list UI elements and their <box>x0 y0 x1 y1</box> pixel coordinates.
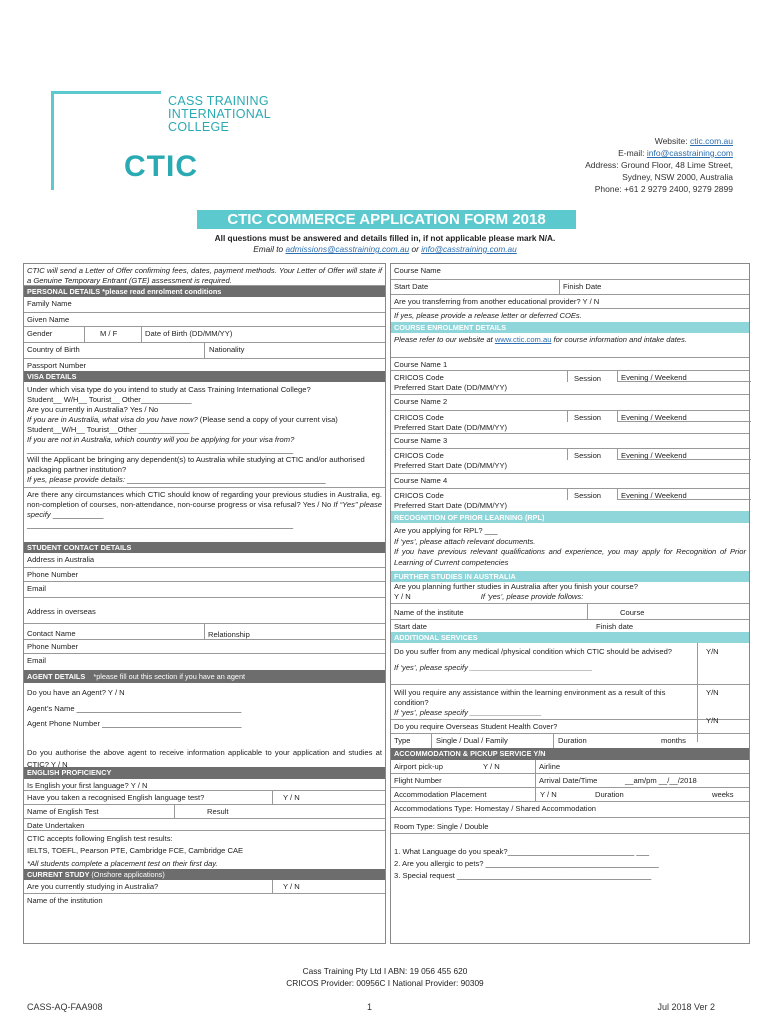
course-enrolment-header: COURSE ENROLMENT DETAILS <box>391 322 749 333</box>
footer-cricos: CRICOS Provider: 00956C I National Provider: 90309 <box>286 978 484 988</box>
email-link[interactable]: info@casstraining.com <box>646 148 733 158</box>
placement-yn[interactable]: Y / N <box>535 788 591 801</box>
course-name-field[interactable]: Course Name <box>391 264 749 280</box>
circumstances-block: Are there any circumstances which CTIC should know of regarding your previous studies in Australia, eg. non-completion of courses, non-attendance, non-course progress or visa refusal? Yes / No If “Yes” please specify ____________ _______________________________________________________________ <box>27 490 382 530</box>
address-au-field[interactable]: Address in Australia <box>24 553 385 568</box>
course-4 <box>391 473 749 511</box>
questions: 1. What Language do you speak?______________________________ ___ 2. Are you allergic to pets? _________________________________________ 3. Special request ______________________________________________ <box>394 846 659 880</box>
website-link[interactable]: ctic.com.au <box>690 136 733 146</box>
further-dates-row: Start date Finish date <box>394 622 634 632</box>
current-study-row: Are you currently studying in Australia? Y / N <box>24 880 385 894</box>
college-name: CASS TRAINING INTERNATIONAL COLLEGE <box>168 94 271 134</box>
page-number: 1 <box>367 1002 373 1012</box>
finish-date-field[interactable]: Finish Date <box>559 280 751 294</box>
assist-block: Will you require any assistance within the learning environment as a result of this condition? If ‘yes’, please specify _________________ Y/N <box>391 685 749 720</box>
course-4-details: CRICOS Code Preferred Start Date (DD/MM/YY) Session Evening / Weekend <box>391 489 749 511</box>
address-os-field[interactable]: Address in overseas <box>24 598 385 624</box>
medical-block: Do you suffer from any medical /physical condition which CTIC should be advised? If ‘yes’, please specify _____________________________ Y/N <box>391 643 749 685</box>
agent-auth: Do you authorise the above agent to receive information applicable to your application and studies at CTIC? Y / N <box>27 748 382 770</box>
english-test-yn[interactable]: Y / N <box>272 791 386 804</box>
form-subtitle: All questions must be answered and details filled in, if not applicable please mark N/A. <box>214 233 556 243</box>
gender-row: Gender M / F Date of Birth (DD/MM/YY) <box>24 327 385 343</box>
footer-code: CASS-AQ-FAA908 <box>27 1002 103 1012</box>
english-header: ENGLISH PROFICIENCY <box>24 767 385 778</box>
current-study-yn[interactable]: Y / N <box>272 880 386 893</box>
gender-field[interactable]: M / F <box>84 327 141 342</box>
visa-header: VISA DETAILS <box>24 371 385 382</box>
left-column <box>23 263 386 944</box>
airport-yn[interactable]: Y / N <box>483 761 500 771</box>
contact-row: Contact Name Relationship <box>24 624 385 640</box>
arrival-field[interactable]: __am/pm __/__/2018 <box>625 775 697 785</box>
date-taken-field[interactable]: Date Undertaken <box>24 819 385 831</box>
course-name-3[interactable]: Course Name 3 <box>391 434 749 449</box>
contact-block: Website: ctic.com.au E-mail: info@casstraining.com Address: Ground Floor, 48 Lime Street, Sydney, NSW 2000, Australia Phone: +61 2 9279 2400, 9279 2899 <box>585 136 733 194</box>
email-line: Email to admissions@casstraining.com.au or info@casstraining.com.au <box>253 244 517 254</box>
current-study-header: CURRENT STUDY (Onshore applications) <box>24 869 385 880</box>
agent-block: Do you have an Agent? Y / N Agent’s Name _______________________________________ Agent Phone Number _________________________________ <box>27 688 242 729</box>
family-name-field[interactable]: Family Name <box>24 297 385 313</box>
passport-field[interactable]: Passport Number <box>27 361 87 371</box>
oshc-yn[interactable]: Y/N <box>697 714 751 742</box>
contact-phone-field[interactable]: Phone Number <box>24 640 385 654</box>
english-test-row: Have you taken a recognised English language test? Y / N <box>24 791 385 805</box>
accommodation-header: ACCOMMODATION & PICKUP SERVICE Y/N <box>391 748 749 759</box>
oshc-row: Do you require Overseas Student Health Cover? Y/N <box>391 720 749 734</box>
phone-field[interactable]: Phone Number <box>24 568 385 582</box>
given-name-field[interactable]: Given Name <box>24 313 385 327</box>
accom-type: Accommodations Type: Homestay / Shared Accommodation <box>391 802 749 818</box>
email-field[interactable]: Email <box>24 582 385 598</box>
medical-yn[interactable]: Y/N <box>697 643 751 684</box>
further-block: Are you planning further studies in Australia after you finish your course? Y / N If ‘yes’, please provide follows: <box>391 582 749 604</box>
form-title: CTIC COMMERCE APPLICATION FORM 2018 <box>197 210 576 229</box>
nationality-field[interactable]: Nationality <box>204 343 386 358</box>
relationship-field[interactable]: Relationship <box>204 624 386 639</box>
room-type: Room Type: Single / Double <box>391 818 749 834</box>
airport-row: Airport pick-up Y / N Airline <box>391 760 749 774</box>
footer-version: Jul 2018 Ver 2 <box>657 1002 715 1012</box>
footer-abn: Cass Training Pty Ltd I ABN: 19 056 455 620 <box>302 966 468 976</box>
course-name-4[interactable]: Course Name 4 <box>391 474 749 489</box>
dates-row: Start Date Finish Date <box>391 280 749 295</box>
ctic-site-link[interactable]: www.ctic.com.au <box>494 335 552 345</box>
dob-field[interactable]: Date of Birth (DD/MM/YY) <box>141 327 386 342</box>
flight-row: Flight Number Arrival Date/Time __am/pm __/__/2018 <box>391 774 749 788</box>
country-row: Country of Birth Nationality <box>24 343 385 359</box>
rpl-header: RECOGNITION OF PRIOR LEARNING (RPL) <box>391 511 749 523</box>
agent-header: AGENT DETAILS *please fill out this section if you have an agent <box>24 670 385 683</box>
english-accepts: CTIC accepts following English test results: IELTS, TOEFL, Pearson PTE, Cambridge FCE, Cambridge CAE *All students complete a placement test on their first day. <box>27 833 244 868</box>
additional-services-header: ADDITIONAL SERVICES <box>391 632 749 643</box>
rpl-block: Are you applying for RPL? ___ If ‘yes’, please attach relevant documents. If you have previous relevant qualifications and experience, you may apply for Recognition of Prior Learning of Current competencies <box>394 526 746 567</box>
course-1 <box>391 358 749 394</box>
result-field[interactable]: Result <box>174 805 386 818</box>
course-name-1[interactable]: Course Name 1 <box>391 358 749 371</box>
offer-note: CTIC will send a Letter of Offer confirming fees, dates, payment methods. Your Letter of Offer will state if a Genuine Temporary Entrant (GTE) assessment is required. <box>24 264 385 286</box>
personal-details-header: PERSONAL DETAILS *please read enrolment conditions <box>24 286 385 297</box>
institute-row: Name of the institute Course <box>391 604 749 620</box>
placement-row: Accommodation Placement Y / N Duration weeks <box>391 788 749 802</box>
transfer-question: Are you transferring from another educational provider? Y / N <box>391 295 749 309</box>
admissions-email-link[interactable]: admissions@casstraining.com.au <box>285 244 410 254</box>
course-3-details: CRICOS Code Preferred Start Date (DD/MM/YY) Session Evening / Weekend <box>391 449 749 473</box>
contact-email-field[interactable]: Email <box>27 656 46 666</box>
visa-block: Under which visa type do you intend to study at Cass Training International College? Student__ W/H__ Tourist__ Other____________ Are you currently in Australia? Yes / No If you are in Australia, what visa do you have now? (Please send a copy of your current visa) Student__W/H__ Tourist__Other ____________ If you are not in Australia, which country will you be applying for your visa from? _______________________________________________________________ Will the Applicant be bringing any dependent(s) to Australia while studying at CTIC and/or authorised packaging partner institution? If yes, please provide details: _______________________________________________ <box>24 382 385 488</box>
right-column <box>390 263 750 944</box>
assist-yn[interactable]: Y/N <box>697 685 751 719</box>
english-test-name-row: Name of English Test Result <box>24 805 385 819</box>
enrol-note: Please refer to our website at www.ctic.com.au for course information and intake dates. <box>391 333 749 358</box>
course-2 <box>391 394 749 433</box>
course-name-2[interactable]: Course Name 2 <box>391 395 749 411</box>
logo-mark: CTIC <box>124 150 198 183</box>
airline-field[interactable]: Airline <box>535 760 751 773</box>
course-1-details: CRICOS Code Preferred Start Date (DD/MM/YY) Session Evening / Weekend <box>391 371 749 394</box>
institution-field[interactable]: Name of the institution <box>27 895 103 905</box>
course-field[interactable]: Course <box>587 604 751 619</box>
course-2-details: CRICOS Code Preferred Start Date (DD/MM/YY) Session Evening / Weekend <box>391 411 749 433</box>
english-first: Is English your first language? Y / N <box>24 779 385 791</box>
oshc-type-row: Type Single / Dual / Family Duration months <box>391 734 749 748</box>
student-contact-header: STUDENT CONTACT DETAILS <box>24 542 385 553</box>
further-studies-header: FURTHER STUDIES IN AUSTRALIA <box>391 571 749 582</box>
course-3 <box>391 433 749 473</box>
transfer-note: If yes, please provide a release letter or deferred COEs. <box>394 311 582 320</box>
info-email-link[interactable]: info@casstraining.com.au <box>421 244 517 254</box>
